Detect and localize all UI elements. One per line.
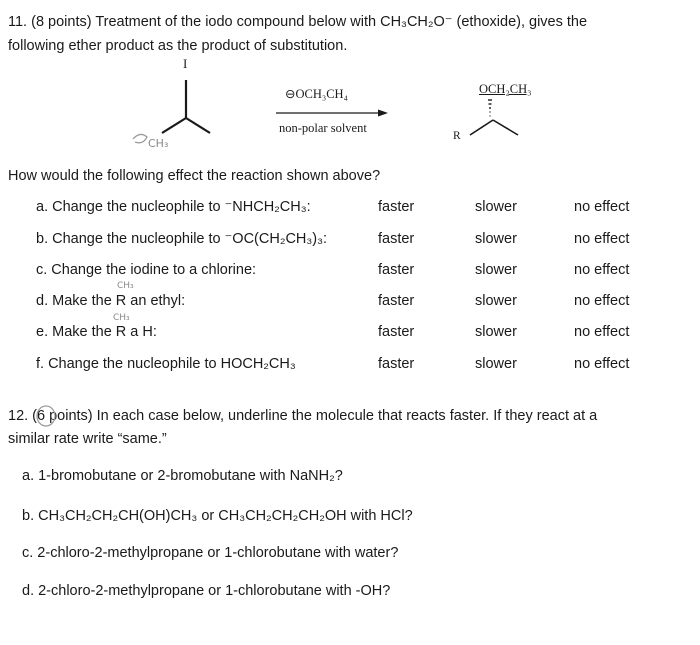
choice-faster[interactable]: faster	[378, 324, 415, 340]
handwritten-note-e: CH₃	[113, 313, 130, 323]
choice-faster[interactable]: faster	[378, 356, 415, 372]
choice-slower[interactable]: slower	[475, 199, 517, 215]
q12-heading-line2: similar rate write “same.”	[8, 431, 167, 447]
choice-slower[interactable]: slower	[475, 324, 517, 340]
choice-slower[interactable]: slower	[475, 293, 517, 309]
handwritten-r-note: CH₃	[148, 137, 169, 150]
q12-item-a: a. 1-bromobutane or 2-bromobutane with NaNH₂?	[22, 468, 343, 484]
iodo-label: I	[183, 56, 188, 71]
choice-slower[interactable]: slower	[475, 231, 517, 247]
choice-faster[interactable]: faster	[378, 199, 415, 215]
reactant-structure	[162, 80, 210, 133]
choice-no-effect[interactable]: no effect	[574, 324, 630, 340]
product-structure	[470, 120, 518, 135]
choice-slower[interactable]: slower	[475, 262, 517, 278]
condition-label: non-polar solvent	[279, 121, 367, 135]
item-f-text: f. Change the nucleophile to HOCH₂CH₃	[36, 356, 296, 372]
choice-no-effect[interactable]: no effect	[574, 231, 630, 247]
reaction-arrow	[276, 110, 388, 117]
q11-heading-line2: following ether product as the product of substitution.	[8, 38, 348, 54]
hashed-wedge-bond	[488, 100, 492, 116]
handwritten-note-d: CH₃	[117, 281, 134, 291]
choice-no-effect[interactable]: no effect	[574, 293, 630, 309]
r-group-label: R	[453, 130, 461, 142]
q12-item-c: c. 2-chloro-2-methylpropane or 1-chlorobutane with water?	[22, 545, 399, 561]
item-b-text: b. Change the nucleophile to ⁻OC(CH₂CH₃)₃:	[36, 231, 328, 247]
q12-item-b: b. CH₃CH₂CH₂CH(OH)CH₃ or CH₃CH₂CH₂CH₂OH with HCl?	[22, 508, 413, 524]
choice-faster[interactable]: faster	[378, 293, 415, 309]
choice-faster[interactable]: faster	[378, 231, 415, 247]
q11-heading-line1: 11. (8 points) Treatment of the iodo compound below with CH₃CH₂O⁻ (ethoxide), gives the	[8, 14, 588, 30]
item-d-text: d. Make the R an ethyl:	[36, 293, 186, 309]
choice-faster[interactable]: faster	[378, 262, 415, 278]
q12-item-d: d. 2-chloro-2-methylpropane or 1-chlorobutane with -OH?	[22, 583, 391, 599]
q11-question: How would the following effect the reaction shown above?	[8, 168, 381, 184]
choice-no-effect[interactable]: no effect	[574, 356, 630, 372]
choice-no-effect[interactable]: no effect	[574, 262, 630, 278]
choice-slower[interactable]: slower	[475, 356, 517, 372]
item-e-text: e. Make the R a H:	[36, 324, 157, 340]
choice-no-effect[interactable]: no effect	[574, 199, 630, 215]
product-substituent-label: OCH₂CH₃	[479, 82, 532, 96]
item-a-text: a. Change the nucleophile to ⁻NHCH₂CH₃:	[36, 199, 311, 215]
item-c-text: c. Change the iodine to a chlorine:	[36, 262, 257, 278]
q12-heading-line1: 12. (6 points) In each case below, underline the molecule that reacts faster. If they react at a	[8, 408, 598, 424]
reagent-label: ⊖OCH₃CH₄	[285, 87, 348, 101]
